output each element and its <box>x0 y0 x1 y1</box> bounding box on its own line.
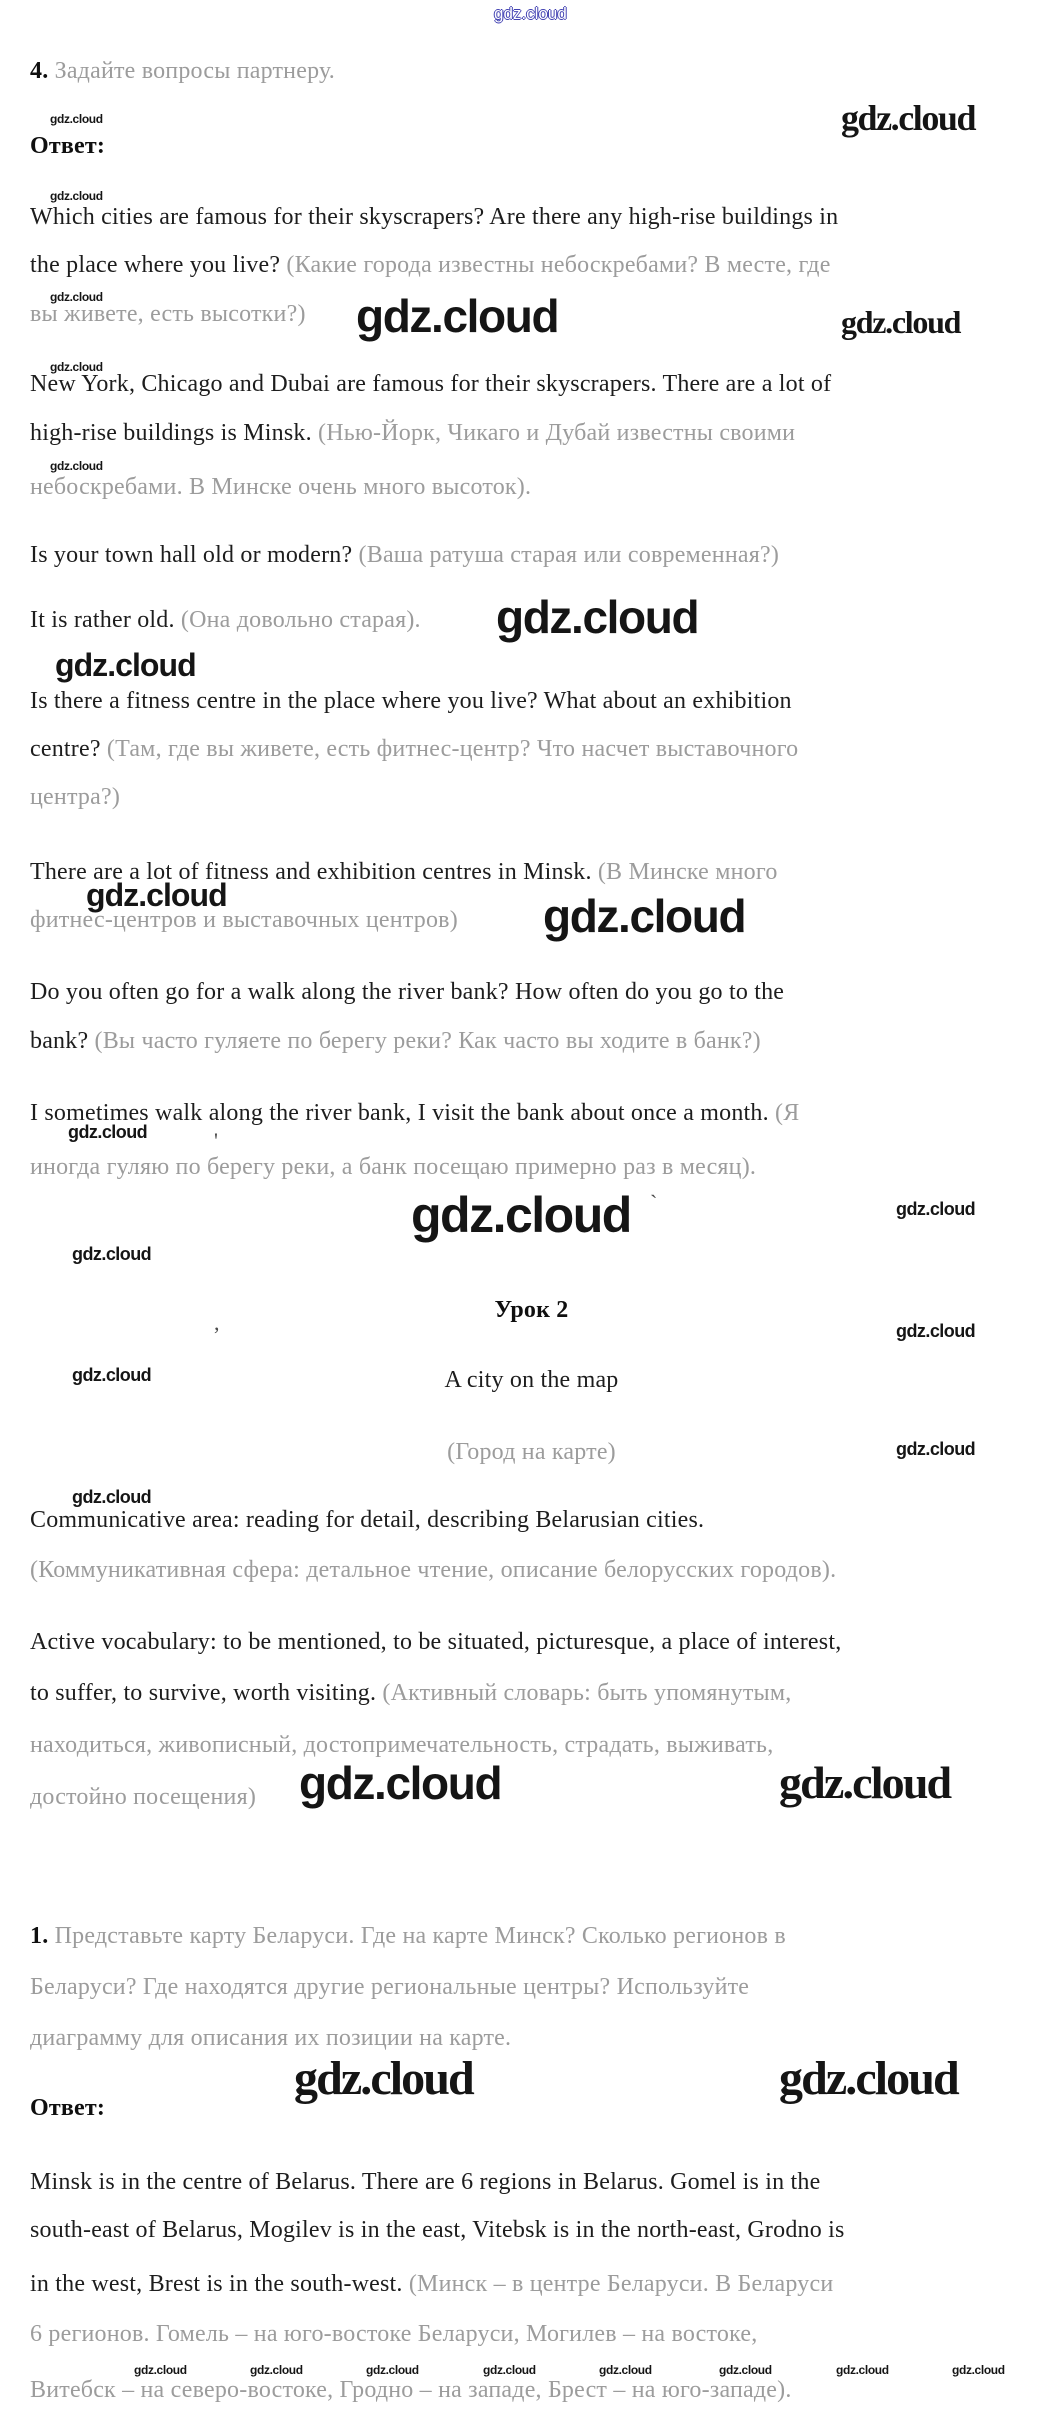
site-watermark: gdz.cloud <box>134 2363 187 2377</box>
stray-mark: ` <box>650 1190 658 1215</box>
english-text: the place where you live? <box>30 252 287 278</box>
text-line <box>30 783 120 812</box>
russian-translation: (Город на карте) <box>447 1439 616 1465</box>
text-line <box>30 1628 841 1657</box>
english-text: Communicative area: reading for detail, describing Belarusian cities. <box>30 1507 705 1533</box>
english-text: A city on the map <box>444 1367 619 1393</box>
site-watermark: gdz.cloud <box>841 304 961 340</box>
text-line <box>30 735 798 764</box>
russian-translation: (Нью-Йорк, Чикаго и Дубай известны своими <box>318 420 796 446</box>
text-line <box>30 419 795 448</box>
text-line <box>30 203 838 232</box>
text-line <box>30 251 831 280</box>
russian-translation: (Активный словарь: быть упомянутым, <box>382 1680 792 1706</box>
site-watermark: gdz.cloud <box>896 1439 976 1459</box>
russian-translation: вы живете, есть высотки?) <box>30 301 306 327</box>
stray-mark: , <box>214 1310 220 1335</box>
english-text: in the west, Brest is in the south-west. <box>30 2271 409 2297</box>
text-line <box>30 300 306 329</box>
english-text: Active vocabulary: to be mentioned, to be situated, picturesque, a place of interest, <box>30 1629 842 1655</box>
site-watermark: gdz.cloud <box>72 1244 152 1264</box>
text-line <box>30 1506 704 1535</box>
site-watermark: gdz.cloud <box>779 1757 951 1808</box>
english-text: It is rather old. <box>30 607 181 633</box>
russian-translation: (Она довольно старая). <box>180 607 421 633</box>
site-watermark: gdz.cloud <box>494 4 567 23</box>
text-line <box>30 687 792 716</box>
english-text: There are a lot of fitness and exhibition centres in Minsk. <box>30 859 598 885</box>
text-line <box>30 473 531 502</box>
site-watermark: gdz.cloud <box>86 877 227 913</box>
english-text: Is there a fitness centre in the place where you live? What about an exhibition <box>30 688 792 714</box>
site-watermark: gdz.cloud <box>896 1199 976 1219</box>
site-watermark: gdz.cloud <box>366 2363 419 2377</box>
russian-translation: (Я <box>775 1100 800 1126</box>
lesson-subtitle <box>0 1366 1063 1395</box>
english-text: centre? <box>30 736 107 762</box>
english-text: Do you often go for a walk along the river bank? How often do you go to the <box>30 979 785 1005</box>
site-watermark: gdz.cloud <box>50 189 103 203</box>
russian-translation: Задайте вопросы партнеру. <box>48 58 335 84</box>
text-line <box>30 1027 761 1056</box>
text-line <box>30 2376 792 2405</box>
english-text: New York, Chicago and Dubai are famous for their skyscrapers. There are a lot of <box>30 371 832 397</box>
site-watermark: gdz.cloud <box>779 2052 958 2105</box>
russian-translation: (Ваша ратуша старая или современная?) <box>358 542 780 568</box>
site-watermark: gdz.cloud <box>55 647 196 683</box>
text-line <box>30 1556 836 1585</box>
site-watermark: gdz.cloud <box>599 2363 652 2377</box>
site-watermark: gdz.cloud <box>496 591 699 643</box>
task-4-heading <box>30 57 335 86</box>
text-line <box>30 541 779 570</box>
answer-label <box>30 132 105 161</box>
answer-label <box>30 2094 105 2123</box>
english-text: to suffer, to survive, worth visiting. <box>30 1680 383 1706</box>
site-watermark: gdz.cloud <box>50 459 103 473</box>
label-bold: Урок 2 <box>494 1297 569 1323</box>
site-watermark: gdz.cloud <box>411 1187 631 1243</box>
site-watermark: gdz.cloud <box>72 1365 152 1385</box>
site-watermark: gdz.cloud <box>250 2363 303 2377</box>
text-line <box>30 1783 256 1812</box>
text-line <box>30 2320 757 2349</box>
text-line <box>30 606 421 635</box>
russian-translation: (Какие города известны небоскребами? В месте, где <box>286 252 831 278</box>
russian-translation: находиться, живописный, достопримечательность, страдать, выживать, <box>30 1732 774 1758</box>
site-watermark: gdz.cloud <box>299 1757 502 1809</box>
english-text: Is your town hall old or modern? <box>30 542 359 568</box>
site-watermark: gdz.cloud <box>50 290 103 304</box>
site-watermark: gdz.cloud <box>841 98 976 138</box>
russian-translation: небоскребами. В Минске очень много высоток). <box>30 474 532 500</box>
site-watermark: gdz.cloud <box>719 2363 772 2377</box>
text-line <box>30 1731 773 1760</box>
russian-translation: иногда гуляю по берегу реки, а банк посещаю примерно раз в месяц). <box>30 1154 757 1180</box>
russian-translation: (Коммуникативная сфера: детальное чтение, описание белорусских городов). <box>30 1557 837 1583</box>
russian-translation: достойно посещения) <box>30 1784 257 1810</box>
label-bold: 4. <box>30 58 49 84</box>
english-text: Minsk is in the centre of Belarus. There are 6 regions in Belarus. Gomel is in the <box>30 2169 821 2195</box>
english-text: Which cities are famous for their skyscrapers? Are there any high-rise buildings in <box>30 204 839 230</box>
english-text: bank? <box>30 1028 95 1054</box>
site-watermark: gdz.cloud <box>50 360 103 374</box>
russian-translation: Витебск – на северо-востоке, Гродно – на западе, Брест – на юго-западе). <box>30 2377 792 2403</box>
label-bold: 1. <box>30 1923 49 1949</box>
russian-translation: Беларуси? Где находятся другие региональные центры? Используйте <box>30 1974 750 2000</box>
label-bold: Ответ: <box>30 2095 106 2121</box>
site-watermark: gdz.cloud <box>68 1122 148 1142</box>
site-watermark: gdz.cloud <box>294 2052 473 2105</box>
english-text: south-east of Belarus, Mogilev is in the east, Vitebsk is in the north-east, Grodno is <box>30 2217 845 2243</box>
site-watermark: gdz.cloud <box>543 890 746 942</box>
site-watermark: gdz.cloud <box>836 2363 889 2377</box>
russian-translation: Представьте карту Беларуси. Где на карте Минск? Сколько регионов в <box>48 1923 786 1949</box>
russian-translation: центра?) <box>30 784 121 810</box>
text-line <box>30 2216 845 2245</box>
label-bold: Ответ: <box>30 133 106 159</box>
text-line <box>30 2270 833 2299</box>
site-watermark: gdz.cloud <box>483 2363 536 2377</box>
russian-translation: (Минск – в центре Беларуси. В Беларуси <box>408 2271 834 2297</box>
text-line <box>30 2024 511 2053</box>
text-line <box>30 1153 756 1182</box>
text-line <box>30 1679 791 1708</box>
russian-translation: фитнес-центров и выставочных центров) <box>30 907 458 933</box>
text-line <box>30 1973 749 2002</box>
text-line <box>30 978 784 1007</box>
task-1-heading <box>30 1922 786 1951</box>
russian-translation: диаграмму для описания их позиции на карте. <box>30 2025 512 2051</box>
russian-translation: 6 регионов. Гомель – на юго-востоке Беларуси, Могилев – на востоке, <box>30 2321 758 2347</box>
site-watermark: gdz.cloud <box>72 1487 152 1507</box>
russian-translation: (В Минске много <box>597 859 778 885</box>
stray-mark: ' <box>214 1128 218 1153</box>
english-text: high-rise buildings is Minsk. <box>30 420 319 446</box>
text-line <box>30 2168 820 2197</box>
russian-translation: (Вы часто гуляете по берегу реки? Как часто вы ходите в банк?) <box>94 1028 761 1054</box>
site-watermark: gdz.cloud <box>50 112 103 126</box>
english-text: I sometimes walk along the river bank, I visit the bank about once a month. <box>30 1100 776 1126</box>
site-watermark: gdz.cloud <box>356 290 559 342</box>
text-line <box>30 370 831 399</box>
site-watermark: gdz.cloud <box>896 1321 976 1341</box>
russian-translation: (Там, где вы живете, есть фитнес-центр? Что насчет выставочного <box>106 736 799 762</box>
site-watermark: gdz.cloud <box>952 2363 1005 2377</box>
